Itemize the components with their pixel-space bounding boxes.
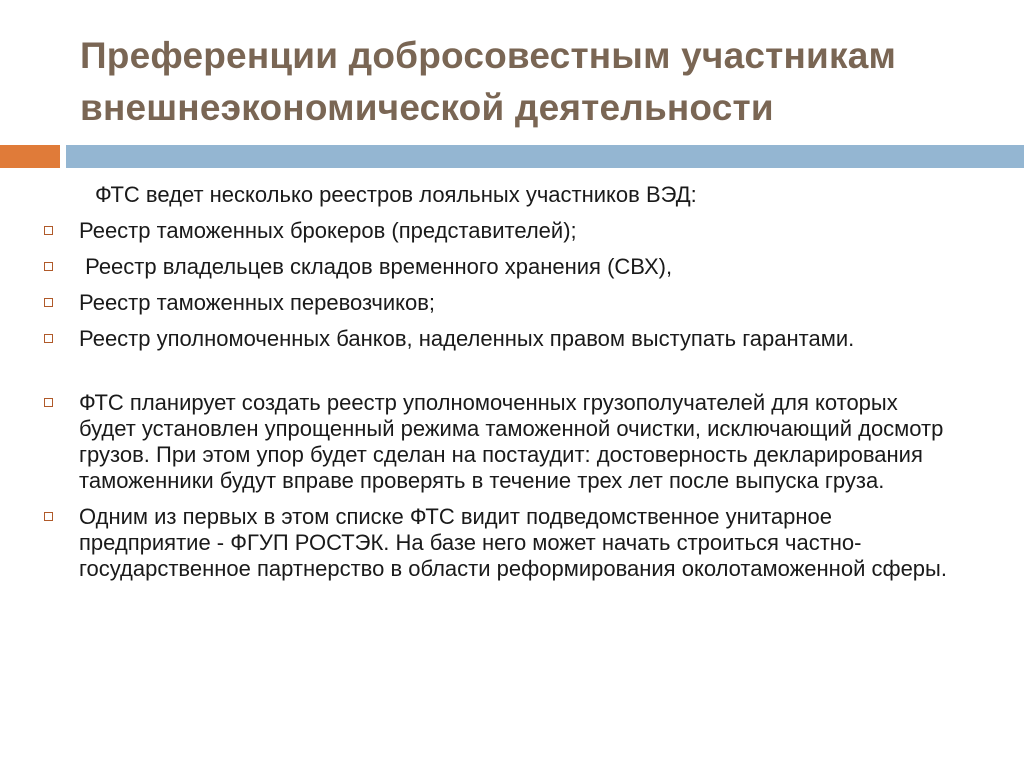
list-item	[40, 390, 960, 494]
hollow-square-icon	[44, 262, 53, 271]
list-item-text: Реестр владельцев складов временного хранения (СВХ),	[79, 254, 673, 279]
slide-title	[80, 30, 1000, 134]
list-item	[40, 326, 960, 352]
slide-title-line-2: внешнеэкономической деятельности	[80, 87, 774, 128]
hollow-square-icon	[44, 226, 53, 235]
accent-bar-blue	[66, 145, 1024, 168]
list-item-text: ФТС планирует создать реестр уполномоченных грузополучателей для которых будет установлен упрощенный режима таможенной очистки, исключающий досмотр грузов. При этом упор будет сделан на постаудит: достоверность декларирования таможенники будут вправе проверять в течение трех лет после выпуска груза.	[79, 390, 944, 493]
slide-title-line-1: Преференции добросовестным участникам	[80, 35, 897, 76]
intro-text: ФТС ведет несколько реестров лояльных участников ВЭД:	[95, 182, 697, 207]
hollow-square-icon	[44, 298, 53, 307]
slide-body	[40, 182, 960, 592]
list-item	[40, 254, 960, 280]
list-item	[40, 290, 960, 316]
list-item-text: Реестр таможенных брокеров (представителей);	[79, 218, 577, 243]
hollow-square-icon	[44, 334, 53, 343]
hollow-square-icon	[44, 398, 53, 407]
list-item	[40, 504, 960, 582]
list-item	[40, 218, 960, 244]
list-item-text: Реестр таможенных перевозчиков;	[79, 290, 436, 315]
list-item-text: Одним из первых в этом списке ФТС видит подведомственное унитарное предприятие - ФГУП РОСТЭК. На базе него может начать строиться частно-государственное партнерство в области реформирования околотаможенной сферы.	[79, 504, 947, 581]
list-item-text: Реестр уполномоченных банков, наделенных правом выступать гарантами.	[79, 326, 855, 351]
hollow-square-icon	[44, 512, 53, 521]
accent-bar-orange	[0, 145, 60, 168]
